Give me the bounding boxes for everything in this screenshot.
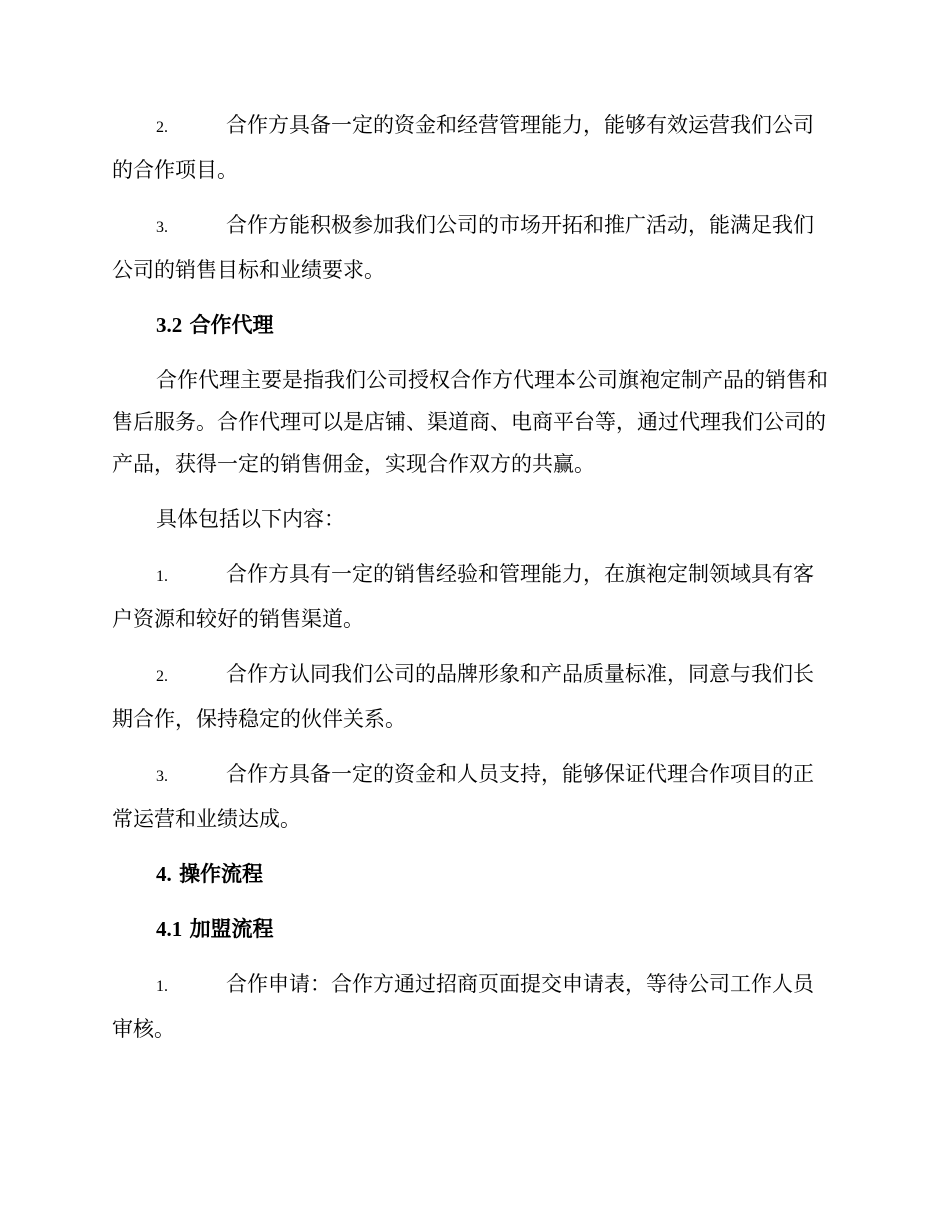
document-page [112,104,834,1063]
section-heading-4 [112,853,834,895]
list-text: 合作方能积极参加我们公司的市场开拓和推广活动，能满足我们公司的销售目标和业绩要求。 [112,213,814,282]
list-number: 1. [156,978,168,995]
paragraph-includes: 具体包括以下内容： [156,507,345,531]
list-number: 1. [156,568,168,585]
list-item [112,104,834,191]
list-text: 合作方认同我们公司的品牌形象和产品质量标准，同意与我们长期合作，保持稳定的伙伴关系。 [112,662,814,731]
list-item [112,753,834,840]
heading-text: 合作代理 [189,312,274,337]
section-heading-3-2 [112,304,834,346]
heading-number: 4.1 [156,917,183,941]
heading-text: 加盟流程 [189,916,274,941]
list-item [112,204,834,291]
section-heading-4-1 [112,908,834,950]
list-item [112,653,834,740]
list-text: 合作方具备一定的资金和人员支持，能够保证代理合作项目的正常运营和业绩达成。 [112,762,814,831]
heading-number: 3.2 [156,313,183,337]
list-text: 合作申请：合作方通过招商页面提交申请表，等待公司工作人员审核。 [112,972,814,1041]
list-number: 2. [156,119,168,136]
heading-text: 操作流程 [179,861,264,886]
list-number: 2. [156,668,168,685]
list-item [112,963,834,1050]
list-number: 3. [156,219,168,236]
list-number: 3. [156,768,168,785]
heading-number: 4. [156,862,172,886]
list-text: 合作方具有一定的销售经验和管理能力，在旗袍定制领域具有客户资源和较好的销售渠道。 [112,562,814,631]
list-item [112,553,834,640]
list-text: 合作方具备一定的资金和经营管理能力，能够有效运营我们公司的合作项目。 [112,113,814,182]
paragraph-agency: 合作代理主要是指我们公司授权合作方代理本公司旗袍定制产品的销售和售后服务。合作代理可以是店铺、渠道商、电商平台等，通过代理我们公司的产品，获得一定的销售佣金，实现合作双方的共赢。 [112,368,828,476]
